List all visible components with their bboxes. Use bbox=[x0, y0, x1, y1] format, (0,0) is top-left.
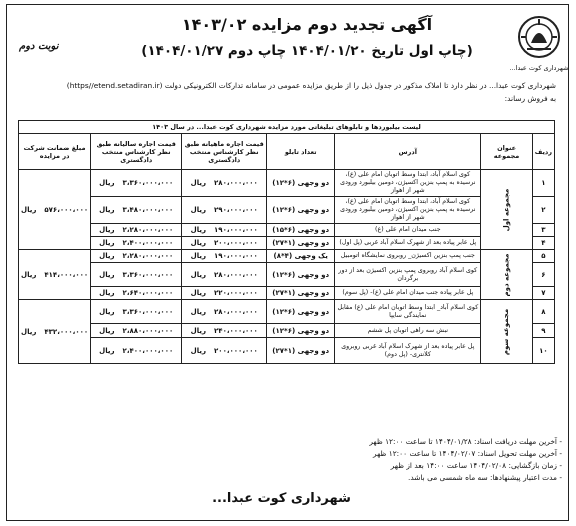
monthly-price-cell bbox=[182, 224, 267, 237]
currency-label: ریال bbox=[99, 346, 115, 355]
count-cell: دو وجهی (۶*۱۲) bbox=[267, 324, 335, 338]
count-cell: دو وجهی (۱*۲۷) bbox=[267, 287, 335, 300]
address-cell: کوی اسلام آباد_ ابتدا وسط اتوبان امام علی (ع) مقابل نمایندگی سایپا bbox=[335, 300, 481, 324]
annual-price-value: ۲،۶۴۰،۰۰۰،۰۰۰ bbox=[122, 289, 174, 297]
group-name bbox=[481, 250, 532, 300]
monthly-price-cell bbox=[182, 287, 267, 300]
logo-caption: شهرداری کوت عبدا... bbox=[509, 64, 569, 72]
annual-price-value: ۳،۳۶۰،۰۰۰،۰۰۰ bbox=[122, 179, 174, 187]
currency-label: ریال bbox=[190, 206, 207, 214]
monthly-price-cell bbox=[182, 170, 267, 197]
table-row bbox=[19, 250, 555, 263]
address-cell: کوی اسلام آباد روبروی پمپ بنزین اکسیژن بعد از دور برگردان bbox=[335, 263, 481, 287]
count-cell: دو وجهی (۶*۱۵) bbox=[267, 224, 335, 237]
annual-price-cell bbox=[91, 170, 182, 197]
address-cell: جنب میدان امام علی (ع) bbox=[335, 224, 481, 237]
annual-price-cell bbox=[91, 250, 182, 263]
table-row bbox=[19, 324, 555, 338]
currency-label: ریال bbox=[99, 307, 115, 316]
annual-price-value: ۳،۴۸۰،۰۰۰،۰۰۰ bbox=[122, 206, 174, 214]
annual-price-cell bbox=[91, 197, 182, 224]
monthly-price-value: ۲۰۰،۰۰۰،۰۰۰ bbox=[214, 346, 258, 355]
table-row bbox=[19, 263, 555, 287]
group-name bbox=[481, 170, 532, 250]
address-cell: نبش سه راهی اتوبان پل ششم bbox=[335, 324, 481, 338]
currency-label: ریال bbox=[190, 226, 207, 234]
count-cell: دو وجهی (۶*۱۲) bbox=[267, 170, 335, 197]
annual-price-cell bbox=[91, 224, 182, 237]
currency-label: ریال bbox=[190, 307, 207, 316]
address-cell: پل عابر پیاده بعد از شهرک اسلام آباد غربی روبروی کلانتری- (پل دوم) bbox=[335, 338, 481, 364]
address-cell: پل عابر پیاده بعد از شهرک اسلام آباد غربی (پل اول) bbox=[335, 237, 481, 250]
row-number: ۷ bbox=[532, 287, 554, 300]
monthly-price-value: ۲۹۰،۰۰۰،۰۰۰ bbox=[214, 206, 258, 214]
monthly-price-value: ۲۰۰،۰۰۰،۰۰۰ bbox=[214, 239, 258, 247]
deadline-submit: - آخرین مهلت تحویل اسناد: ۱۴۰۴/۰۲/۰۷ تا ساعت ۱۲:۰۰ ظهر bbox=[373, 449, 562, 458]
validity-period: - مدت اعتبار پیشنهادها: سه ماه شمسی می باشد. bbox=[407, 473, 562, 482]
annual-price-cell bbox=[91, 300, 182, 324]
address-cell: کوی اسلام آباد، ابتدا وسط اتوبان امام علی (ع)، نرسیده به پمپ بنزین اکسیژن، دومین بیلبورد ورودی شهر از اهواز bbox=[335, 170, 481, 197]
row-number: ۶ bbox=[532, 263, 554, 287]
count-cell: دو وجهی (۶*۱۲) bbox=[267, 263, 335, 287]
guarantee-cell bbox=[19, 300, 91, 364]
group-label: مجموعه دوم bbox=[502, 253, 511, 296]
row-number: ۸ bbox=[532, 300, 554, 324]
row-number: ۹ bbox=[532, 324, 554, 338]
annual-price-cell bbox=[91, 237, 182, 250]
annual-price-value: ۲،۲۸۰،۰۰۰،۰۰۰ bbox=[122, 252, 174, 260]
table-body bbox=[19, 170, 555, 364]
monthly-price-cell bbox=[182, 300, 267, 324]
currency-label: ریال bbox=[99, 179, 115, 187]
currency-label: ریال bbox=[21, 205, 37, 214]
monthly-price-value: ۲۸۰،۰۰۰،۰۰۰ bbox=[214, 307, 258, 316]
guarantee-value: ۵۷۶،۰۰۰،۰۰۰ bbox=[44, 205, 89, 214]
currency-label: ریال bbox=[190, 270, 207, 279]
currency-label: ریال bbox=[190, 252, 207, 260]
currency-label: ریال bbox=[99, 289, 115, 297]
currency-label: ریال bbox=[99, 252, 115, 260]
monthly-price-value: ۱۹۰،۰۰۰،۰۰۰ bbox=[214, 226, 258, 234]
annual-price-cell bbox=[91, 287, 182, 300]
address-cell: پل عابر پیاده جنب میدان امام علی (ع)- (پل سوم) bbox=[335, 287, 481, 300]
monthly-price-cell bbox=[182, 237, 267, 250]
header-row-no: ردیف bbox=[532, 134, 554, 170]
currency-label: ریال bbox=[21, 327, 37, 336]
currency-label: ریال bbox=[190, 239, 207, 247]
table-row bbox=[19, 197, 555, 224]
row-number: ۴ bbox=[532, 237, 554, 250]
notice-publication-dates: (چاپ اول تاریخ ۱۴۰۴/۰۱/۲۰ چاپ دوم ۱۴۰۴/۰۱/۲۷) bbox=[141, 43, 473, 59]
currency-label: ریال bbox=[99, 270, 115, 279]
municipality-emblem-icon bbox=[509, 13, 569, 63]
count-cell: دو وجهی (۶*۱۲) bbox=[267, 197, 335, 224]
monthly-price-value: ۲۲۰،۰۰۰،۰۰۰ bbox=[214, 289, 258, 297]
count-cell: دو وجهی (۱*۲۷) bbox=[267, 237, 335, 250]
currency-label: ریال bbox=[99, 239, 115, 247]
monthly-price-value: ۱۹۰،۰۰۰،۰۰۰ bbox=[214, 252, 258, 260]
address-cell: کوی اسلام آباد، ابتدا وسط اتوبان امام علی (ع)، نرسیده به پمپ بنزین اکسیژن، دومین بیلبورد ورودی شهر از اهواز bbox=[335, 197, 481, 224]
round-label: نوبت دوم bbox=[19, 41, 59, 52]
currency-label: ریال bbox=[190, 289, 207, 297]
annual-price-cell bbox=[91, 324, 182, 338]
table-row bbox=[19, 300, 555, 324]
deadline-receive: - آخرین مهلت دریافت اسناد: ۱۴۰۴/۰۱/۲۸ تا ساعت ۱۲:۰۰ ظهر bbox=[369, 437, 562, 446]
guarantee-value: ۴۱۴،۰۰۰،۰۰۰ bbox=[44, 270, 89, 279]
annual-price-value: ۲،۴۰۰،۰۰۰،۰۰۰ bbox=[122, 239, 174, 247]
monthly-price-value: ۲۸۰،۰۰۰،۰۰۰ bbox=[214, 179, 258, 187]
deadlines-list bbox=[369, 436, 562, 484]
count-cell: دو وجهی (۱*۲۷) bbox=[267, 338, 335, 364]
header-address: آدرس bbox=[335, 134, 481, 170]
monthly-price-value: ۲۴۰،۰۰۰،۰۰۰ bbox=[214, 326, 258, 335]
municipality-logo bbox=[509, 13, 569, 75]
table-row bbox=[19, 287, 555, 300]
header-guarantee: مبلغ ضمانت شرکت در مزایده bbox=[19, 134, 91, 170]
monthly-price-cell bbox=[182, 324, 267, 338]
currency-label: ریال bbox=[99, 206, 115, 214]
count-cell: یک وجهی (۴*۸) bbox=[267, 250, 335, 263]
guarantee-cell bbox=[19, 250, 91, 300]
signature: شهرداری کوت عبدا... bbox=[212, 491, 351, 506]
table-row bbox=[19, 338, 555, 364]
currency-label: ریال bbox=[190, 179, 207, 187]
intro-paragraph bbox=[19, 79, 556, 105]
currency-label: ریال bbox=[190, 326, 207, 335]
header-monthly-price: قیمت اجاره ماهیانه طبق نظر کارشناس منتخب دادگستری bbox=[182, 134, 267, 170]
monthly-price-value: ۲۸۰،۰۰۰،۰۰۰ bbox=[214, 270, 258, 279]
annual-price-value: ۳،۳۶۰،۰۰۰،۰۰۰ bbox=[122, 307, 174, 316]
billboard-table bbox=[18, 120, 555, 364]
header-count: تعداد تابلو bbox=[267, 134, 335, 170]
row-number: ۲ bbox=[532, 197, 554, 224]
address-cell: جنب پمپ بنزین اکسیژن_ روبروی نمایشگاه اتومبیل bbox=[335, 250, 481, 263]
monthly-price-cell bbox=[182, 250, 267, 263]
intro-line-2: به فروش رساند: bbox=[504, 94, 556, 103]
monthly-price-cell bbox=[182, 338, 267, 364]
row-number: ۱ bbox=[532, 170, 554, 197]
table-caption: لیست بیلبوردها و تابلوهای تبلیغاتی مورد مزایده شهرداری کوت عبدا... در سال ۱۴۰۳ bbox=[19, 121, 555, 134]
currency-label: ریال bbox=[99, 326, 115, 335]
guarantee-cell bbox=[19, 170, 91, 250]
monthly-price-cell bbox=[182, 197, 267, 224]
annual-price-value: ۲،۲۸۰،۰۰۰،۰۰۰ bbox=[122, 226, 174, 234]
annual-price-value: ۳،۳۶۰،۰۰۰،۰۰۰ bbox=[122, 270, 174, 279]
annual-price-cell bbox=[91, 338, 182, 364]
group-name bbox=[481, 300, 532, 364]
row-number: ۱۰ bbox=[532, 338, 554, 364]
row-number: ۳ bbox=[532, 224, 554, 237]
guarantee-value: ۴۳۲،۰۰۰،۰۰۰ bbox=[44, 327, 89, 336]
opening-time: - زمان بازگشایی: ۱۴۰۴/۰۲/۰۸ ساعت ۱۴:۰۰ بعد از ظهر bbox=[390, 461, 562, 470]
table-row bbox=[19, 224, 555, 237]
currency-label: ریال bbox=[99, 226, 115, 234]
count-cell: دو وجهی (۶*۱۲) bbox=[267, 300, 335, 324]
monthly-price-cell bbox=[182, 263, 267, 287]
intro-line-1: شهرداری کوت عبدا... در نظر دارد تا املاک مذکور در جدول ذیل را از طریق مزایده عمومی در سامانه تدارکات الکترونیکی دولت (https//etend.setadiran.ir) bbox=[66, 81, 556, 90]
row-number: ۵ bbox=[532, 250, 554, 263]
currency-label: ریال bbox=[21, 270, 37, 279]
currency-label: ریال bbox=[190, 346, 207, 355]
annual-price-value: ۲،۴۰۰،۰۰۰،۰۰۰ bbox=[122, 346, 174, 355]
group-label: مجموعه اول bbox=[502, 188, 511, 231]
table-row bbox=[19, 170, 555, 197]
table-row bbox=[19, 237, 555, 250]
header-group: عنوان مجموعه bbox=[481, 134, 532, 170]
annual-price-value: ۲،۸۸۰،۰۰۰،۰۰۰ bbox=[122, 326, 174, 335]
group-label: مجموعه سوم bbox=[502, 308, 511, 355]
notice-title: آگهی تجدید دوم مزایده ۱۴۰۳/۰۲ bbox=[181, 15, 433, 34]
header-annual-price: قیمت اجاره سالیانه طبق نظر کارشناس منتخب دادگستری bbox=[91, 134, 182, 170]
annual-price-cell bbox=[91, 263, 182, 287]
